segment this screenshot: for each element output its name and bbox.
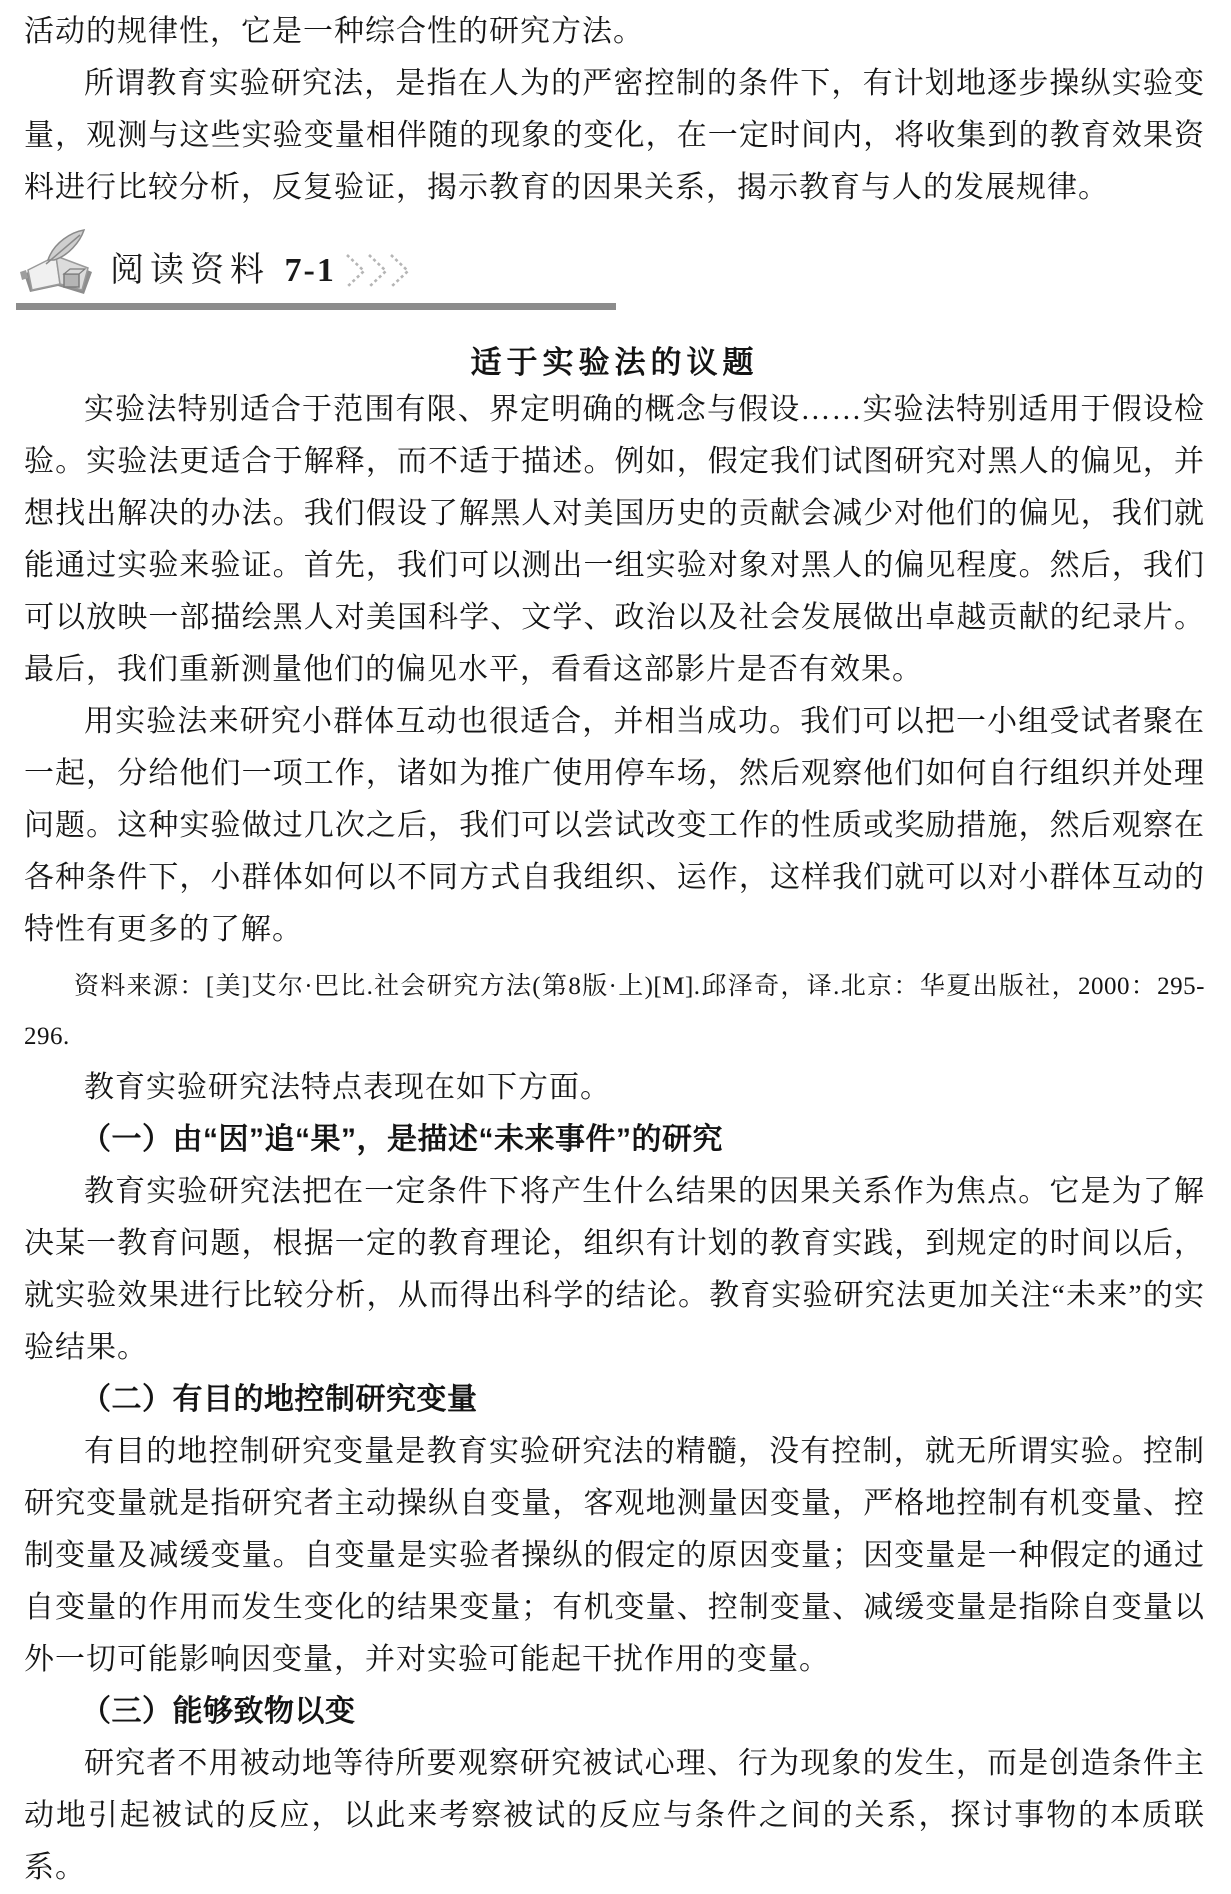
reading-material-label: [110, 242, 336, 291]
section-heading-3: （三）能够致物以变: [81, 1695, 356, 1728]
reading-material-title: 适于实验法的议题: [470, 345, 759, 380]
section-body-3: 研究者不用被动地等待所要观察研究被试心理、行为现象的发生，而是创造条件主动地引起被试的反应，以此来考察被试的反应与条件之间的关系，探讨事物的本质联系。: [24, 1747, 1205, 1884]
triple-chevron-icon: [344, 250, 416, 297]
section-heading-1: （一）由“因”追“果”，是描述“未来事件”的研究: [81, 1123, 723, 1156]
paragraph-definition: 所谓教育实验研究法，是指在人为的严密控制的条件下，有计划地逐步操纵实验变量，观测与这些实验变量相伴随的现象的变化，在一定时间内，将收集到的教育效果资料进行比较分析，反复验证，揭示教育的因果关系，揭示教育与人的发展规律。: [24, 67, 1205, 204]
reading-paragraph: 用实验法来研究小群体互动也很适合，并相当成功。我们可以把一小组受试者聚在一起，分给他们一项工作，诸如为推广使用停车场，然后观察他们如何自行组织并处理问题。这种实验做过几次之后，我们可以尝试改变工作的性质或奖励措施，然后观察在各种条件下，小群体如何以不同方式自我组织、运作，这样我们就可以对小群体互动的特性有更多的了解。: [24, 705, 1205, 946]
source-citation: 资料来源：[美]艾尔·巴比.社会研究方法(第8版·上)[M].邱泽奇，译.北京：华夏出版社，2000：295-296.: [24, 973, 1205, 1050]
reading-material-header: [24, 228, 1205, 314]
book-quill-icon: [18, 228, 100, 302]
features-intro: 教育实验研究法特点表现在如下方面。: [84, 1071, 611, 1104]
reading-material-label-text: 阅读资料: [110, 252, 270, 289]
reading-paragraph: 实验法特别适合于范围有限、界定明确的概念与假设……实验法特别适用于假设检验。实验法更适合于解释，而不适于描述。例如，假定我们试图研究对黑人的偏见，并想找出解决的办法。我们假设了解黑人对美国历史的贡献会减少对他们的偏见，我们就能通过实验来验证。首先，我们可以测出一组实验对象对黑人的偏见程度。然后，我们可以放映一部描绘黑人对美国科学、文学、政治以及社会发展做出卓越贡献的纪录片。最后，我们重新测量他们的偏见水平，看看这部影片是否有效果。: [24, 393, 1205, 686]
section-body-2: 有目的地控制研究变量是教育实验研究法的精髓，没有控制，就无所谓实验。控制研究变量就是指研究者主动操纵自变量，客观地测量因变量，严格地控制有机变量、控制变量及减缓变量。自变量是实验者操纵的假定的原因变量；因变量是一种假定的通过自变量的作用而发生变化的结果变量；有机变量、控制变量、减缓变量是指除自变量以外一切可能影响因变量，并对实验可能起干扰作用的变量。: [24, 1435, 1205, 1676]
header-rule: [16, 303, 616, 310]
section-heading-2: （二）有目的地控制研究变量: [81, 1383, 478, 1416]
reading-material-number: 7-1: [284, 252, 336, 289]
paragraph-continuation: 活动的规律性，它是一种综合性的研究方法。: [24, 15, 644, 48]
section-body-1: 教育实验研究法把在一定条件下将产生什么结果的因果关系作为焦点。它是为了解决某一教育问题，根据一定的教育理论，组织有计划的教育实践，到规定的时间以后，就实验效果进行比较分析，从而得出科学的结论。教育实验研究法更加关注“未来”的实验结果。: [24, 1175, 1205, 1364]
